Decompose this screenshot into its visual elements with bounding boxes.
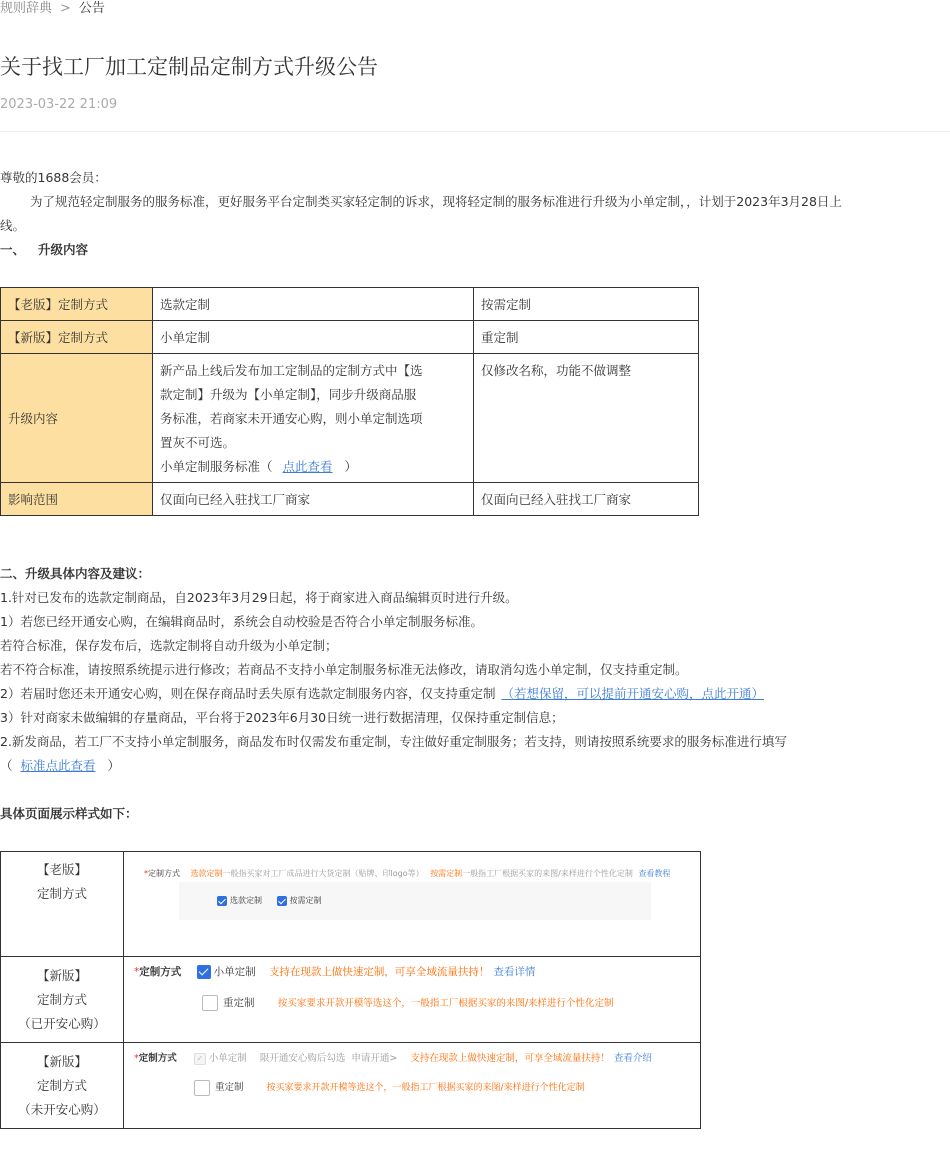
comparison-table [0, 287, 699, 516]
table-row [1, 483, 699, 516]
header-divider [0, 131, 950, 132]
open-anxinbuy-link[interactable]: （若想保留，可以提前开通安心购，点此开通） [501, 686, 764, 701]
old-field-row [144, 868, 670, 879]
option-name: 选款定制 [190, 869, 223, 878]
table-row [1, 288, 699, 321]
view-details-link[interactable]: 查看详情 [493, 966, 536, 978]
label-line: （已开安心购） [18, 1015, 106, 1031]
new-closed-row-2 [194, 1079, 585, 1096]
table-row [1, 957, 701, 1043]
section-1-heading: 一、 升级内容 [0, 242, 89, 257]
breadcrumb-separator: > [60, 1, 71, 16]
row-label: 升级内容 [1, 354, 153, 483]
paren-open: （ [0, 758, 13, 773]
breadcrumb-root-link[interactable]: 规则辞典 [0, 1, 53, 16]
p5-text: 2）若届时您还未开通安心购，则在保存商品时丢失原有选款定制服务内容，仅支持重定制 [0, 686, 496, 701]
table-cell: 小单定制 [153, 321, 474, 354]
display-heading: 具体页面展示样式如下： [0, 806, 138, 821]
label-line: 【新版】 [36, 967, 87, 983]
table-cell: 仅修改名称，功能不做调整 [474, 354, 699, 483]
tutorial-link[interactable]: 查看教程 [638, 869, 671, 878]
checkbox-disabled-icon: ✓ [194, 1053, 206, 1065]
option-name: 小单定制 [208, 1053, 247, 1064]
section-2-p7: 2.新发商品，若工厂不支持小单定制服务，商品发布时仅需发布重定制，专注做好重定制服务；若支持，则请按照系统要求的服务标准进行填写 [0, 734, 787, 749]
new-closed-label [1, 1043, 124, 1129]
checkbox-checked-icon[interactable] [277, 896, 287, 906]
table-cell [153, 354, 474, 483]
option-name: 重定制 [223, 997, 255, 1009]
section-2-p2: 1）若您已经开通安心购，在编辑商品时，系统会自动校验是否符合小单定制服务标准。 [0, 614, 483, 629]
label-line: （未开安心购） [18, 1101, 106, 1117]
new-open-screenshot [124, 957, 701, 1043]
cell-line: 务标准，若商家未开通安心购，则小单定制选项 [160, 411, 423, 426]
label-line: 定制方式 [36, 886, 87, 901]
old-version-screenshot [124, 852, 701, 957]
new-closed-row-1 [134, 1050, 652, 1065]
paren-close: ） [107, 758, 121, 773]
section-2-p6: 3）针对商家未做编辑的存量商品，平台将于2023年6月30日统一进行数据清理，仅保持重定制信息； [0, 710, 564, 725]
section-2-p5 [0, 682, 764, 706]
table-row [1, 354, 699, 483]
checkbox-checked-icon[interactable] [217, 896, 227, 906]
required-star: * [134, 966, 140, 978]
field-label: 定制方式 [139, 966, 182, 978]
cell-line: 款定制】升级为【小单定制】，同步升级商品服 [160, 387, 417, 402]
table-cell: 按需定制 [474, 288, 699, 321]
breadcrumb-current: 公告 [78, 1, 105, 16]
table-row [1, 1043, 701, 1129]
apply-link[interactable]: 申请开通> [351, 1053, 398, 1064]
new-open-row-1 [134, 964, 535, 979]
new-open-row-2 [202, 995, 614, 1011]
option-name: 按需定制 [430, 869, 463, 878]
label-line: 【新版】 [36, 1053, 87, 1069]
checkbox-unchecked-icon[interactable] [194, 1080, 210, 1096]
label-line: 定制方式 [36, 1077, 87, 1093]
standard-label: 小单定制服务标准（ [160, 459, 273, 474]
option-name: 小单定制 [213, 966, 256, 978]
view-standard-link-2[interactable]: 标准点此查看 [20, 758, 96, 773]
option-desc: 一般指买家对工厂成品进行大货定制（贴牌、印logo等） [222, 869, 424, 878]
checkbox-checked-icon[interactable] [197, 965, 211, 979]
greeting: 尊敬的1688会员： [0, 170, 107, 185]
cell-line: 置灰不可选。 [160, 435, 236, 450]
breadcrumb [0, 0, 105, 18]
option-hint: 限开通安心购后勾选 [259, 1053, 346, 1064]
section-2-p8 [0, 754, 120, 778]
checkbox-label: 按需定制 [289, 896, 322, 905]
new-closed-screenshot [124, 1043, 701, 1129]
field-label: 定制方式 [148, 869, 180, 878]
table-cell: 重定制 [474, 321, 699, 354]
option-desc: 支持在现款上做快速定制，可享全域流量扶持！ [410, 1053, 610, 1064]
row-label: 影响范围 [1, 483, 153, 516]
publish-date: 2023-03-22 21:09 [0, 97, 118, 112]
checkbox-label: 选款定制 [230, 896, 262, 905]
cell-line [160, 455, 466, 479]
label-line: 【老版】 [36, 862, 87, 877]
old-options-panel [179, 882, 651, 920]
checkbox-unchecked-icon[interactable] [202, 995, 218, 1011]
option-desc: 一般指工厂根据买家的来图/来样进行个性化定制 [462, 869, 633, 878]
section-2-p4: 若不符合标准，请按照系统提示进行修改；若商品不支持小单定制服务标准无法修改，请取消勾选小单定制，仅支持重定制。 [0, 662, 688, 677]
label-line: 定制方式 [36, 991, 87, 1007]
option-desc: 按买家要求开款开模等选这个，一般指工厂根据买家的来图/来样进行个性化定制 [266, 1083, 585, 1093]
option-desc: 按买家要求开款开模等选这个，一般指工厂根据买家的来图/来样进行个性化定制 [277, 998, 614, 1009]
section-2-p3: 若符合标准，保存发布后，选款定制将自动升级为小单定制； [0, 638, 338, 653]
required-star: * [134, 1053, 139, 1064]
table-row [1, 852, 701, 957]
table-cell: 选款定制 [153, 288, 474, 321]
new-open-label [1, 957, 124, 1043]
cell-line: 新产品上线后发布加工定制品的定制方式中【选 [160, 363, 423, 378]
field-label: 定制方式 [138, 1053, 177, 1064]
table-cell: 仅面向已经入驻找工厂商家 [474, 483, 699, 516]
table-cell: 仅面向已经入驻找工厂商家 [153, 483, 474, 516]
option-name: 重定制 [215, 1082, 244, 1093]
section-2-p1: 1.针对已发布的选款定制商品，自2023年3月29日起，将于商家进入商品编辑页时进行升级。 [0, 590, 518, 605]
intro-line-2: 线。 [0, 218, 26, 233]
option-desc: 支持在现款上做快速定制，可享全域流量扶持！ [268, 966, 490, 978]
section-2-heading: 二、升级具体内容及建议： [0, 566, 151, 581]
row-label: 【老版】定制方式 [1, 288, 153, 321]
row-label: 【新版】定制方式 [1, 321, 153, 354]
intro-line-1: 为了规范轻定制服务的服务标准，更好服务平台定制类买家轻定制的诉求，现将轻定制的服务标准进行升级为小单定制，，计划于2023年3月28日上 [30, 194, 842, 209]
paren-close: ） [344, 459, 358, 474]
old-checkbox-row [217, 895, 322, 906]
page-title: 关于找工厂加工定制品定制方式升级公告 [0, 55, 378, 79]
view-standard-link[interactable]: 点此查看 [282, 459, 333, 474]
view-intro-link[interactable]: 查看介绍 [613, 1053, 652, 1064]
table-row [1, 321, 699, 354]
old-version-label [1, 852, 124, 957]
display-table [0, 851, 701, 1129]
required-star: * [144, 869, 148, 878]
